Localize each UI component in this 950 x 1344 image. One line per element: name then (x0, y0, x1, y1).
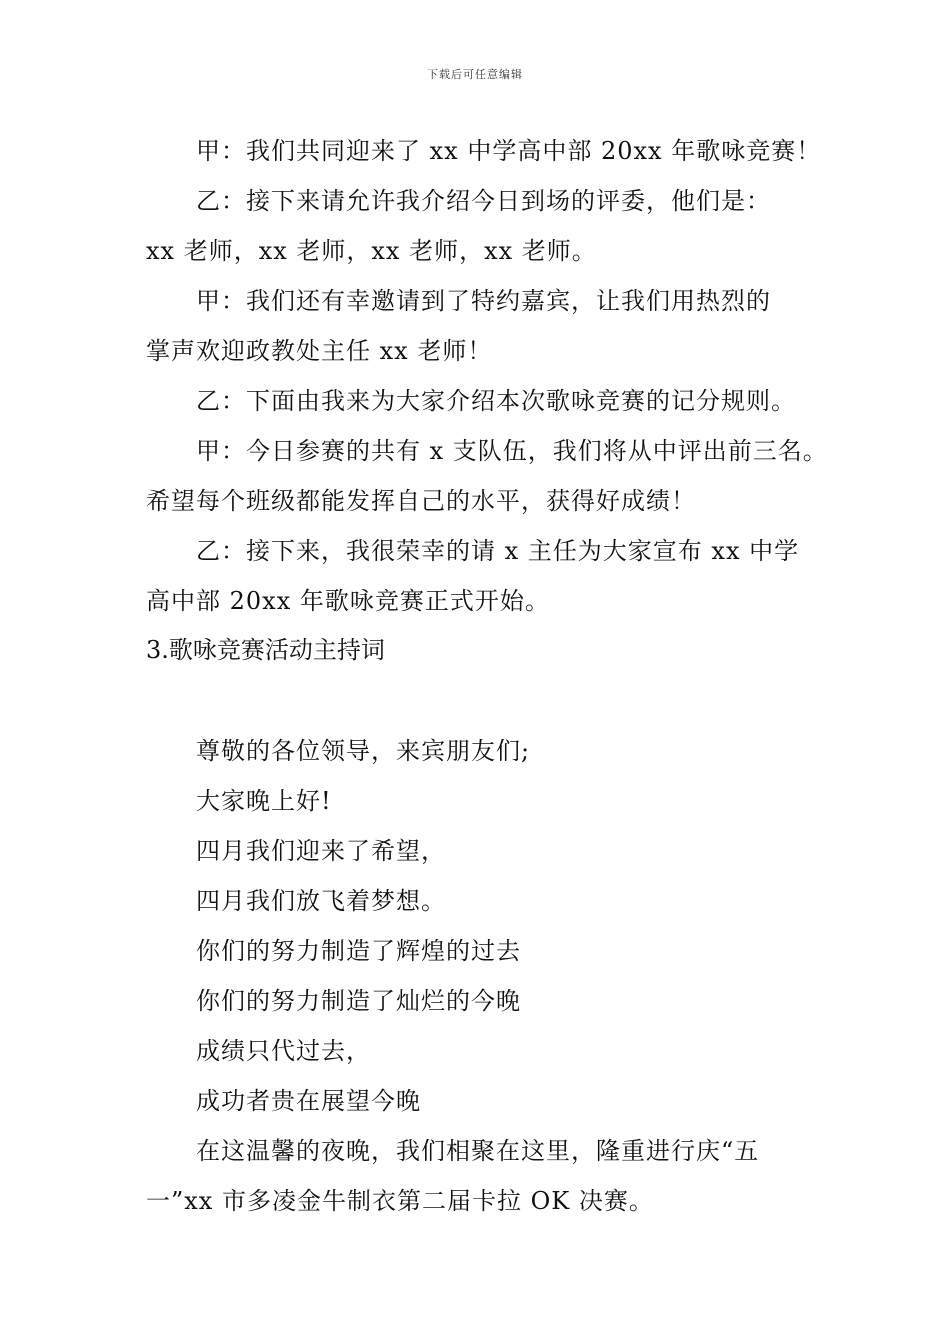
paragraph-line: 希望每个班级都能发挥自己的水平，获得好成绩！ (146, 487, 696, 515)
paragraph-line: xx 老师，xx 老师，xx 老师，xx 老师。 (146, 237, 597, 265)
speech-line: 四月我们迎来了希望， (196, 837, 446, 865)
paragraph-line: 甲：今日参赛的共有 x 支队伍，我们将从中评出前三名。 (196, 437, 828, 465)
blank-spacer (146, 674, 816, 726)
paragraph-line: 掌声欢迎政教处主任 xx 老师！ (146, 337, 493, 365)
paragraph-line: 乙：接下来请允许我介绍今日到场的评委，他们是： (196, 187, 771, 215)
speech-line: 尊敬的各位领导，来宾朋友们; (196, 737, 531, 765)
paragraph-line: 甲：我们还有幸邀请到了特约嘉宾，让我们用热烈的 (196, 287, 771, 315)
dialogue-section (146, 126, 828, 626)
speech-line: 你们的努力制造了辉煌的过去 (196, 937, 521, 965)
speech-line: 成功者贵在展望今晚 (196, 1087, 421, 1115)
host-speech-section (146, 726, 816, 1226)
paragraph-line: 甲：我们共同迎来了 xx 中学高中部 20xx 年歌咏竞赛！ (196, 137, 822, 165)
section-title: 3.歌咏竞赛活动主持词 (146, 636, 385, 664)
paragraph-line: 乙：下面由我来为大家介绍本次歌咏竞赛的记分规则。 (196, 387, 796, 415)
speech-line: 四月我们放飞着梦想。 (196, 887, 446, 915)
speech-line: 大家晚上好! (196, 787, 332, 815)
speech-line: 成绩只代过去， (196, 1037, 371, 1065)
speech-line: 一”xx 市多凌金牛制衣第二届卡拉 OK 决赛。 (146, 1187, 654, 1215)
speech-line: 你们的努力制造了灿烂的今晚 (196, 987, 521, 1015)
paragraph-line: 乙：接下来，我很荣幸的请 x 主任为大家宣布 xx 中学 (196, 537, 800, 565)
document-body (146, 126, 828, 1226)
speech-line: 在这温馨的夜晚，我们相聚在这里，隆重进行庆“五 (196, 1137, 760, 1165)
page-header-note: 下载后可任意编辑 (427, 68, 523, 81)
paragraph-line: 高中部 20xx 年歌咏竞赛正式开始。 (146, 587, 550, 615)
